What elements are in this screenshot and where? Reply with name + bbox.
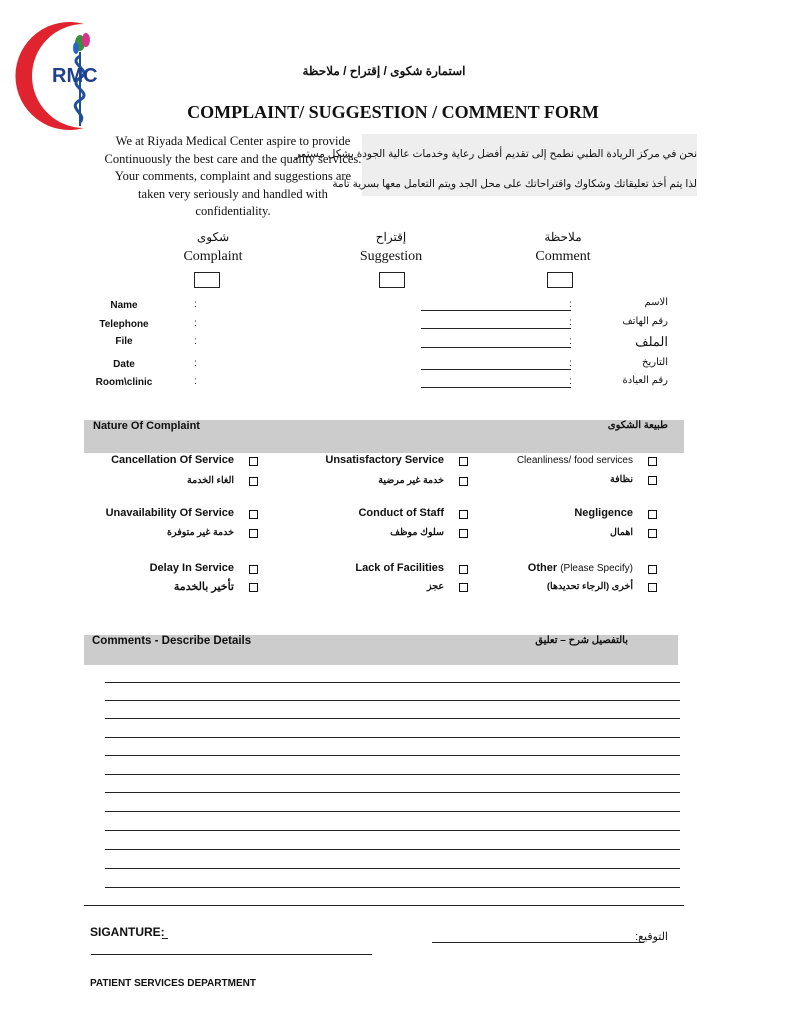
option-unsatisfactory: Unsatisfactory Service	[325, 454, 444, 466]
type-comment-label: Comment	[535, 249, 591, 264]
unavailability-checkbox[interactable]	[249, 510, 258, 519]
comment-line[interactable]	[105, 830, 680, 831]
comment-line[interactable]	[105, 737, 680, 738]
room-label: Room\clinic	[95, 377, 153, 388]
leaf-right	[73, 42, 79, 54]
name-colon: :	[194, 299, 197, 310]
room-label-ar: رقم العيادة	[622, 375, 668, 386]
date-colon-ar: :	[569, 358, 572, 369]
option-delay: Delay In Service	[149, 562, 234, 574]
telephone-colon-ar: :	[569, 317, 572, 328]
file-label-ar: الملف	[635, 334, 668, 349]
type-suggestion-label: Suggestion	[359, 249, 423, 264]
intro-line: Your comments, complaint and suggestions are	[114, 169, 352, 183]
unsatisfactory-ar-checkbox[interactable]	[459, 477, 468, 486]
type-comment	[493, 230, 633, 265]
option-cancellation-ar: الغاء الخدمة	[187, 475, 234, 486]
date-colon: :	[194, 358, 197, 369]
title-arabic: استمارة شكوى / إقتراح / ملاحظة	[302, 64, 466, 78]
comment-line[interactable]	[105, 811, 680, 812]
comment-line[interactable]	[105, 868, 680, 869]
comment-line[interactable]	[105, 718, 680, 719]
name-label: Name	[110, 300, 138, 311]
comments-title-ar: بالتفصيل شرح – تعليق	[535, 635, 628, 646]
type-complaint-label: Complaint	[183, 249, 243, 264]
type-complaint-ar: شكوى	[196, 230, 230, 244]
option-cleanliness: Cleanliness/ food services	[516, 455, 633, 466]
option-other-note: (Please Specify)	[560, 563, 633, 574]
option-other	[528, 562, 633, 574]
other-checkbox[interactable]	[648, 565, 657, 574]
comment-line[interactable]	[105, 755, 680, 756]
option-facilities-ar: عجز	[426, 581, 444, 592]
intro-arabic	[294, 134, 697, 196]
signature-label-ar: التوقيع:	[635, 931, 668, 943]
delay-ar-checkbox[interactable]	[249, 583, 258, 592]
comments-bottom-rule	[84, 905, 684, 906]
logo-text: RMC	[52, 65, 98, 87]
nature-title: Nature Of Complaint	[93, 420, 200, 432]
facilities-checkbox[interactable]	[459, 565, 468, 574]
option-delay-ar: تأخير بالخدمة	[173, 581, 234, 593]
intro-line: We at Riyada Medical Center aspire to provide	[115, 134, 351, 148]
signature-label: SIGANTURE:	[90, 925, 165, 939]
telephone-field[interactable]	[421, 327, 571, 329]
comment-line[interactable]	[105, 700, 680, 701]
signature-field[interactable]	[91, 954, 372, 955]
option-unsatisfactory-ar: خدمة غير مرضية	[378, 475, 444, 486]
name-field[interactable]	[421, 309, 571, 311]
other-ar-checkbox[interactable]	[648, 583, 657, 592]
comment-checkbox[interactable]	[547, 272, 573, 288]
suggestion-checkbox[interactable]	[379, 272, 405, 288]
complaint-checkbox[interactable]	[194, 272, 220, 288]
option-unavailability: Unavailability Of Service	[105, 507, 234, 519]
unavailability-ar-checkbox[interactable]	[249, 529, 258, 538]
type-comment-ar: ملاحظة	[544, 230, 582, 244]
conduct-ar-checkbox[interactable]	[459, 529, 468, 538]
option-negligence-ar: اهمال	[610, 527, 633, 538]
room-field[interactable]	[421, 386, 571, 388]
option-facilities: Lack of Facilities	[355, 562, 444, 574]
intro-ar-line: نحن في مركز الريادة الطبي نطمح إلى تقديم أفضل رعاية وخدمات عالية الجودة بشكل مستمر	[294, 148, 697, 160]
type-suggestion	[321, 230, 461, 265]
comment-line[interactable]	[105, 682, 680, 683]
option-other-ar: أخرى (الرجاء تحديدها)	[546, 581, 633, 592]
option-conduct: Conduct of Staff	[358, 507, 444, 519]
option-conduct-ar: سلوك موظف	[390, 527, 444, 538]
file-label: File	[115, 336, 133, 347]
negligence-ar-checkbox[interactable]	[648, 529, 657, 538]
department-footer: PATIENT SERVICES DEPARTMENT	[90, 978, 256, 989]
conduct-checkbox[interactable]	[459, 510, 468, 519]
room-colon-ar: :	[569, 376, 572, 387]
type-complaint	[143, 230, 283, 265]
file-colon-ar: :	[569, 336, 572, 347]
cancellation-ar-checkbox[interactable]	[249, 477, 258, 486]
negligence-checkbox[interactable]	[648, 510, 657, 519]
signature-dash	[162, 938, 168, 939]
option-negligence: Negligence	[574, 507, 633, 519]
cleanliness-ar-checkbox[interactable]	[648, 476, 657, 485]
room-colon: :	[194, 376, 197, 387]
intro-line: taken very seriously and handled with	[138, 186, 328, 201]
signature-field-ar[interactable]	[432, 942, 644, 943]
comment-line[interactable]	[105, 887, 680, 888]
option-cleanliness-ar: نظافة	[610, 474, 633, 485]
telephone-label: Telephone	[99, 319, 149, 330]
intro-ar-line: لذا يتم أخذ تعليقاتك وشكاوك واقتراحاتك على محل الجد ويتم التعامل معها بسرية تامة	[332, 178, 697, 190]
telephone-label-ar: رقم الهاتف	[622, 316, 668, 327]
cleanliness-checkbox[interactable]	[648, 457, 657, 466]
option-other-label: Other	[527, 562, 558, 574]
comments-title: Comments - Describe Details	[92, 635, 252, 647]
name-colon-ar: :	[569, 299, 572, 310]
intro-line: Continuously the best care and the quality services.	[104, 151, 362, 166]
option-unavailability-ar: خدمة غير متوفرة	[166, 527, 234, 538]
type-suggestion-ar: إقتراح	[375, 230, 407, 244]
comment-line[interactable]	[105, 849, 680, 850]
facilities-ar-checkbox[interactable]	[459, 583, 468, 592]
date-field[interactable]	[421, 368, 571, 370]
comment-line[interactable]	[105, 774, 680, 775]
cancellation-checkbox[interactable]	[249, 457, 258, 466]
nature-title-ar: طبيعة الشكوى	[607, 420, 668, 431]
form-title: COMPLAINT/ SUGGESTION / COMMENT FORM	[187, 102, 599, 122]
telephone-colon: :	[194, 318, 197, 329]
comment-line[interactable]	[105, 792, 680, 793]
date-label-ar: التاريخ	[642, 357, 668, 368]
file-field[interactable]	[421, 346, 571, 348]
intro-line: confidentiality.	[195, 204, 271, 218]
name-label-ar: الاسم	[644, 297, 668, 308]
option-cancellation: Cancellation Of Service	[111, 454, 234, 466]
date-label: Date	[113, 359, 135, 370]
intro-english	[100, 133, 366, 221]
unsatisfactory-checkbox[interactable]	[459, 457, 468, 466]
file-colon: :	[194, 336, 197, 347]
leaf-mid	[82, 33, 90, 47]
delay-checkbox[interactable]	[249, 565, 258, 574]
